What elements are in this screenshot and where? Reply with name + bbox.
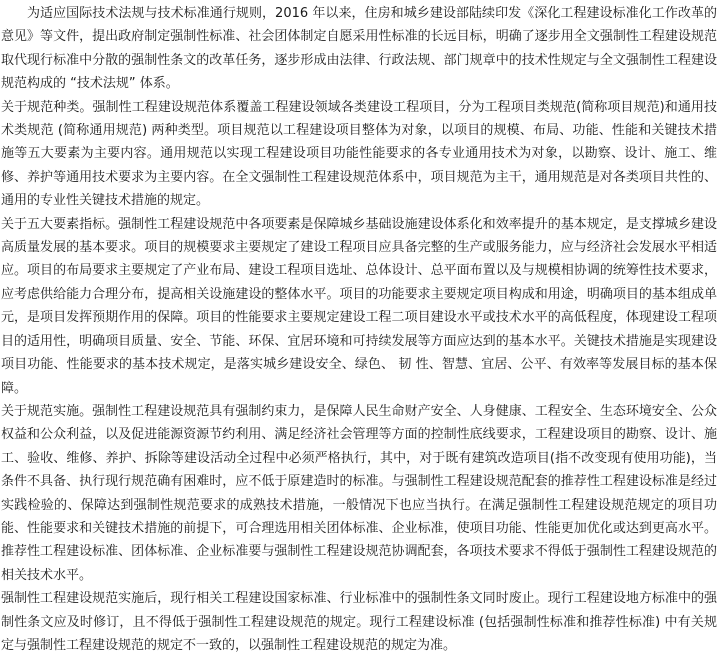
paragraph-intro: 为适应国际技术法规与技术标准通行规则，2016 年以来，住房和城乡建设部陆续印发《深化工程建设标准化工作改革的意见》等文件，提出政府制定强制性标准、社会团体制定自愿采用性标准的长远目标，明确了逐步用全文强制性工程建设规范取代现行标准中分散的强制性条文的改革任务，逐步形成由法律、行政法规、部门规章中的技术性规定与全文强制性工程建设规范构成的 “技术法规” 体系。	[1, 6, 717, 92]
paragraph-spec-types: 关于规范种类。强制性工程建设规范体系覆盖工程建设领域各类建设工程项目，分为工程项目类规范(简称项目规范)和通用技术类规范 (简称通用规范) 两种类型。项目规范以工程建设项目整体为对象，以项目的规模、布局、功能、性能和关键技术措施等五大要素为主要内容。通用规范以实现工程建设项目功能性能要求的各专业通用技术为对象，以勘察、设计、施工、维修、养护等通用技术要求为主要内容。在全文强制性工程建设规范体系中，项目规范为主干，通用规范是对各类项目共性的、通用的专业性关键技术措施的规定。	[1, 99, 717, 209]
paragraph-five-elements: 关于五大要素指标。强制性工程建设规范中各项要素是保障城乡基础设施建设体系化和效率提升的基本规定，是支撑城乡建设高质量发展的基本要求。项目的规模要求主要规定了建设工程项目应具备完整的生产或服务能力，应与经济社会发展水平相适应。项目的布局要求主要规定了产业布局、建设工程项目选址、总体设计、总平面布置以及与规模相协调的统筹性技术要求，应考虑供给能力合理分布，提高相关设施建设的整体水平。项目的功能要求主要规定项目构成和用途，明确项目的基本组成单元，是项目发挥预期作用的保障。项目的性能要求主要规定建设工程二项目建设水平或技术水平的高低程度，体现建设工程项目的适用性，明确项目质量、安全、节能、环保、宜居环境和可持续发展等方面应达到的基本水平。关键技术措施是实现建设项目功能、性能要求的基本技术规定，是落实城乡建设安全、绿色、 韧 性、智慧、宜居、公平、有效率等发展目标的基本保障。	[1, 216, 717, 396]
paragraph-supersession: 强制性工程建设规范实施后，现行相关工程建设国家标准、行业标准中的强制性条文同时废止。现行工程建设地方标准中的强制性条文应及时修订，且不得低于强制性工程建设规范的规定。现行工程建设标准 (包括强制性标准和推荐性标准) 中有关规定与强制性工程建设规范的规定不一致的，以强制性工程建设规范的规定为准。	[1, 591, 717, 653]
paragraph-implementation: 关于规范实施。强制性工程建设规范具有强制约束力，是保障人民生命财产安全、人身健康、工程安全、生态环境安全、公众权益和公众利益，以及促进能源资源节约利用、满足经济社会管理等方面的控制性底线要求，工程建设项目的勘察、设计、施工、验收、维修、养护、拆除等建设活动全过程中必须严格执行，其中，对于既有建筑改造项目(指不改变现有使用功能)，当条件不具备、执行现行规范确有困难时，应不低于原建造时的标准。与强制性工程建设规范配套的推荐性工程建设标准是经过实践检验的、保障达到强制性规范要求的成熟技术措施，一般情况下也应当执行。在满足强制性工程建设规范规定的项目功能、性能要求和关键技术措施的前提下，可合理选用相关团体标准、企业标准，使项目功能、性能更加优化或达到更高水平。推荐性工程建设标准、团体标准、企业标准要与强制性工程建设规范协调配套，各项技术要求不得低于强制性工程建设规范的相关技术水平。	[1, 403, 717, 583]
